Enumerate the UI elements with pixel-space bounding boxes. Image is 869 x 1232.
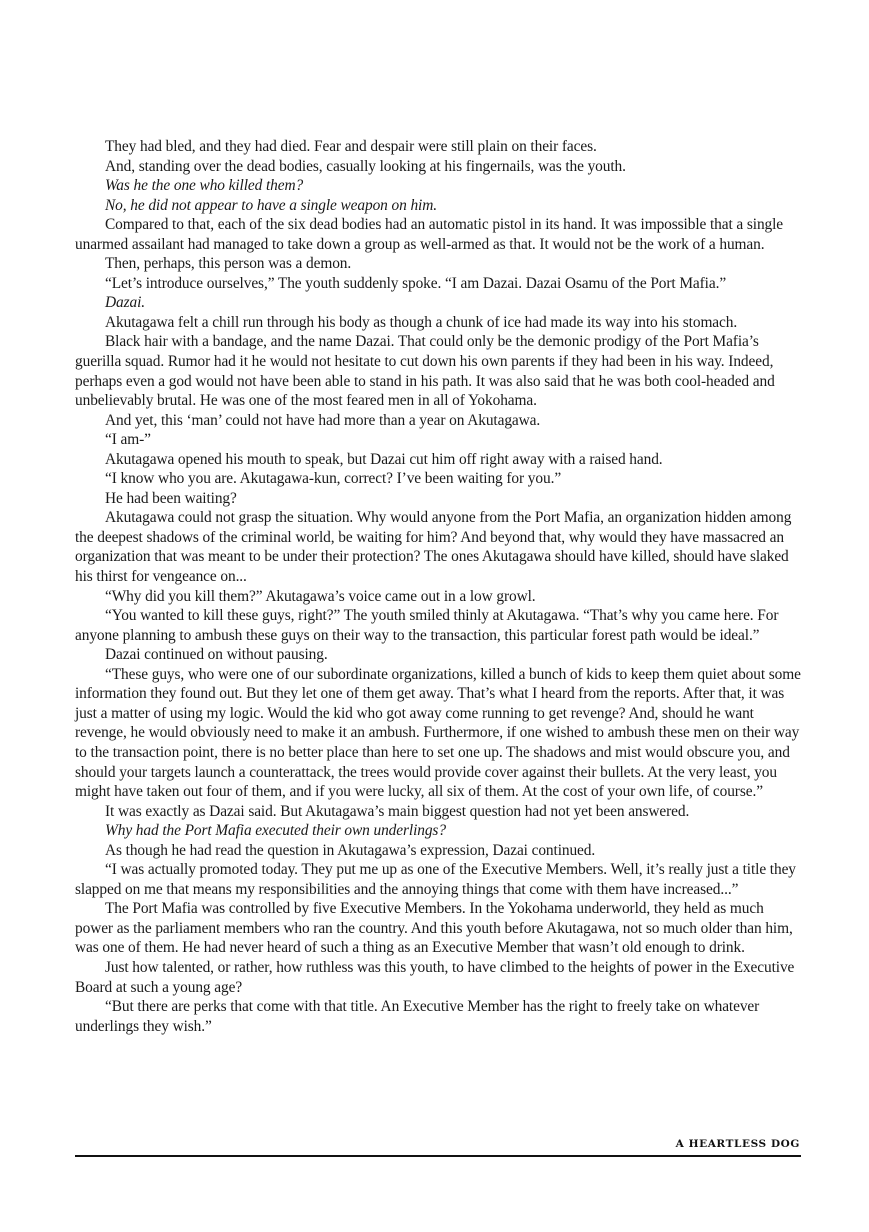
page-body-text [75, 137, 805, 1036]
paragraph: “You wanted to kill these guys, right?” The youth smiled thinly at Akutagawa. “That’s why you came here. For anyone planning to ambush these guys on their way to the transaction, this particular forest path would be ideal.” [75, 607, 779, 644]
paragraph: And yet, this ‘man’ could not have had more than a year on Akutagawa. [105, 411, 541, 429]
footer-rule-divider [75, 1155, 801, 1157]
paragraph: They had bled, and they had died. Fear and despair were still plain on their faces. [105, 138, 597, 155]
paragraph: Then, perhaps, this person was a demon. [105, 255, 352, 273]
paragraph: He had been waiting? [105, 489, 237, 507]
paragraph: Akutagawa could not grasp the situation. Why would anyone from the Port Mafia, an organization hidden among the deepest shadows of the criminal world, be waiting for him? And beyond that, why would they have massacred an organization that was meant to be under their protection? The ones Akutagawa should have killed, should have slaked his thirst for vengeance on... [75, 509, 792, 586]
paragraph: And, standing over the dead bodies, casually looking at his fingernails, was the youth. [105, 157, 626, 175]
paragraph: Black hair with a bandage, and the name Dazai. That could only be the demonic prodigy of the Port Mafia’s guerilla squad. Rumor had it he would not hesitate to cut down his own parents if they had been in his way. Indeed, perhaps even a god would not have been able to stand in his path. It was also said that he was both cool-headed and unbelievably brutal. He was one of the most feared men in all of Yokohama. [75, 333, 775, 410]
paragraph: “I know who you are. Akutagawa-kun, correct? I’ve been waiting for you.” [105, 470, 562, 488]
paragraph: Dazai continued on without pausing. [105, 646, 328, 664]
paragraph: “But there are perks that come with that title. An Executive Member has the right to freely take on whatever underlings they wish.” [75, 998, 760, 1035]
paragraph: Just how talented, or rather, how ruthless was this youth, to have climbed to the heights of power in the Executive Board at such a young age? [75, 958, 795, 996]
paragraph: “I was actually promoted today. They put me up as one of the Executive Members. Well, it’s really just a title they slapped on me that means my responsibilities and the annoying things that come with them have increased...” [75, 861, 796, 898]
paragraph-italic: Dazai. [105, 294, 146, 312]
paragraph: Akutagawa opened his mouth to speak, but Dazai cut him off right away with a raised hand. [105, 450, 663, 468]
paragraph-italic: Why had the Port Mafia executed their own underlings? [105, 822, 446, 840]
paragraph-italic: Was he the one who killed them? [105, 177, 304, 195]
paragraph-italic: No, he did not appear to have a single weapon on him. [105, 196, 437, 214]
paragraph: “Why did you kill them?” Akutagawa’s voice came out in a low growl. [105, 587, 536, 605]
paragraph: The Port Mafia was controlled by five Executive Members. In the Yokohama underworld, they held as much power as the parliament members who ran the country. And this youth before Akutagawa, not so much older than him, was one of them. He had never heard of such a thing as an Executive Member that wasn’t old enough to drink. [75, 900, 793, 957]
paragraph: “I am-” [105, 431, 151, 449]
paragraph: “Let’s introduce ourselves,” The youth suddenly spoke. “I am Dazai. Dazai Osamu of the Port Mafia.” [105, 274, 727, 292]
paragraph: “These guys, who were one of our subordinate organizations, killed a bunch of kids to keep them quiet about some information they found out. But they let one of them get away. That’s what I heard from the reports. After that, it was just a matter of using my logic. Would the kid who got away come running to get revenge? And, should he want revenge, he would obviously need to make it an ambush. Furthermore, if one wished to ambush these men on their way to the transaction point, there is no better place than here to set one up. The shadows and mist would obscure you, and should your targets launch a counterattack, the trees would provide cover against their bullets. At the very least, you might have taken out four of them, and if you were lucky, all six of them. At the cost of your own life, of course.” [75, 665, 801, 801]
paragraph: As though he had read the question in Akutagawa’s expression, Dazai continued. [105, 841, 596, 859]
paragraph: Akutagawa felt a chill run through his body as though a chunk of ice had made its way into his stomach. [105, 313, 738, 331]
paragraph: It was exactly as Dazai said. But Akutagawa’s main biggest question had not yet been answered. [105, 802, 690, 820]
running-footer-title: A HEARTLESS DOG [675, 1138, 800, 1150]
paragraph: Compared to that, each of the six dead bodies had an automatic pistol in its hand. It was impossible that a single unarmed assailant had managed to take down a group as well-armed as that. It would not be the work of a human. [75, 216, 784, 253]
